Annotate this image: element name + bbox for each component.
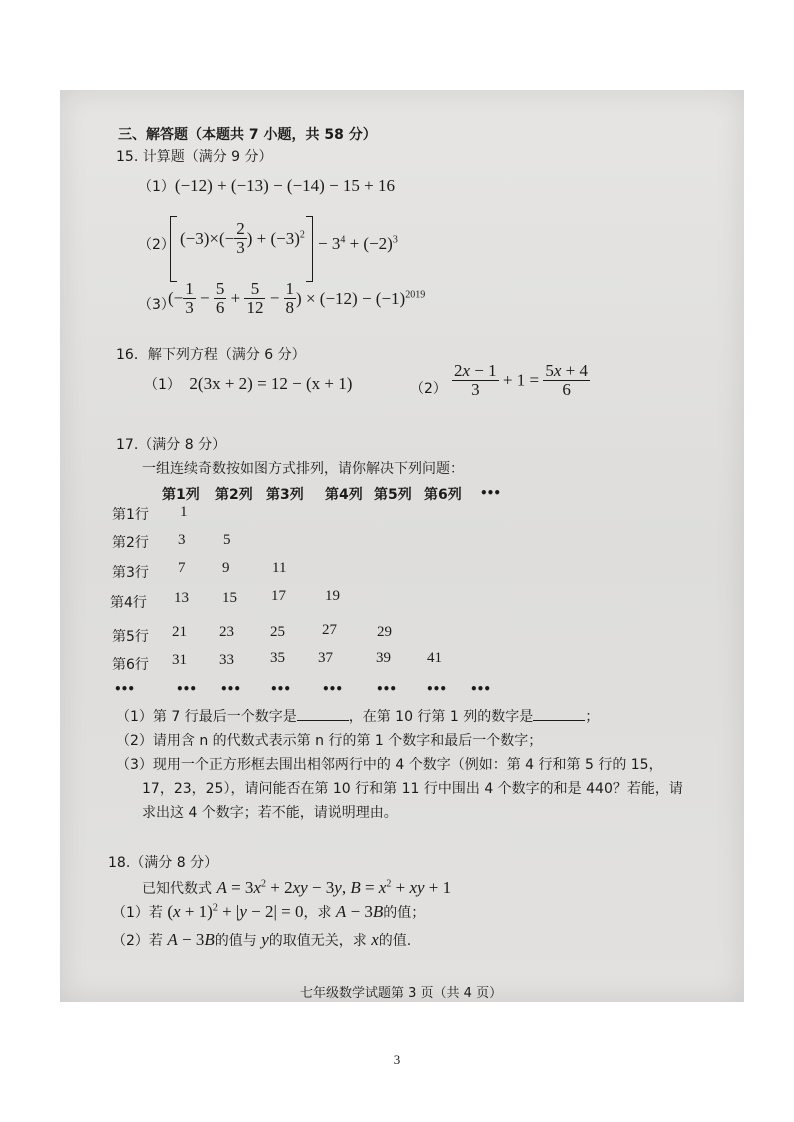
cell: 31	[172, 652, 187, 668]
ellipsis: •••	[470, 682, 491, 696]
q15-part2-tail: − $3^4 + (-2)^3$	[318, 234, 398, 253]
cell: 1	[180, 504, 188, 520]
ellipsis: •••	[376, 682, 397, 696]
q18-part1: （1）若 $(x + 1)^2 + |y - 2| = 0$，求 A − 3B的值；	[112, 902, 426, 921]
q17-sub3-line3: 求出这 4 个数字；若不能，请说明理由。	[142, 805, 398, 821]
right-bracket	[306, 216, 313, 282]
row-label-5: 第5行	[112, 629, 149, 645]
row-label-2: 第2行	[112, 535, 149, 551]
q18-part2: （2）若 A − 3B的值与 y的取值无关，求 x的值.	[112, 930, 412, 949]
q18-given: 已知代数式 $A = 3x^2 + 2xy - 3y$, $B = x^2$ + xy + 1	[142, 878, 452, 897]
cell: 15	[222, 590, 237, 606]
col-header-5: 第5列	[374, 487, 412, 503]
q16-p1-expr: 2(3x + 2) = 12 − (x + 1)	[189, 374, 353, 393]
col-header-3: 第3列	[266, 487, 304, 503]
cell: 3	[178, 532, 186, 548]
col-header-6: 第6列	[424, 487, 462, 503]
q16-part2-expr: $\frac{2x - 1}{3}$ + 1 = $\frac{5x + 4}{6}$	[454, 361, 588, 399]
q15-p1-label: （1）	[138, 179, 175, 195]
cell: 21	[172, 624, 187, 640]
q16-p1-label: （1）	[144, 377, 181, 393]
page-footer: 七年级数学试题第 3 页（共 4 页）	[300, 986, 503, 1001]
q15-p2-label: （2）	[138, 237, 175, 253]
row-label-3: 第3行	[112, 565, 149, 581]
q17-sub1: （1）第 7 行最后一个数字是 ，在第 10 行第 1 列的数字是 ；	[116, 709, 600, 725]
q15-part3-expr: (− $\frac{1}{3}$ − $\frac{5}{6}$ + $\frac{5}{12}$ − $\frac{1}{8}$ ) × $(-12) - (-1)^{2019}$	[168, 279, 426, 317]
q15-title: 15. 计算题（满分 9 分）	[116, 149, 273, 165]
cell: 41	[427, 650, 442, 666]
ellipsis: •••	[176, 682, 197, 696]
q15-p1-expr: (−12) + (−13) − (−14) − 15 + 16	[174, 176, 396, 195]
q15-part1	[138, 176, 395, 196]
q15-p3-label: （3）	[138, 297, 175, 313]
row-label-1: 第1行	[112, 507, 149, 523]
cell: 5	[223, 532, 231, 548]
cell: 19	[325, 588, 340, 604]
ellipsis: •••	[270, 682, 291, 696]
cell: 17	[271, 588, 286, 604]
ellipsis: •••	[426, 682, 447, 696]
answer-blank	[533, 708, 585, 721]
q16-p2-label: （2）	[410, 381, 447, 397]
q18-expressions: $A = 3x^2 + 2xy - 3y$, $B = x^2$ + xy + 1	[216, 878, 452, 897]
cell: 11	[272, 560, 287, 576]
cell: 27	[322, 622, 337, 638]
col-header-2: 第2列	[215, 487, 253, 503]
ellipsis: •••	[322, 682, 343, 696]
cell: 7	[178, 560, 186, 576]
cell: 33	[219, 652, 234, 668]
q17-sub3-line1: （3）现用一个正方形框去围出相邻两行中的 4 个数字（例如：第 4 行和第 5 行的 15，	[116, 757, 663, 773]
ellipsis: •••	[220, 682, 241, 696]
q17-sub3-line2: 17，23，25），请问能否在第 10 行和第 11 行中围出 4 个数字的和是 440？若能，请	[142, 781, 683, 797]
q18-title: 18.（满分 8 分）	[108, 855, 219, 871]
col-header-4: 第4列	[325, 487, 363, 503]
q16-part1	[144, 374, 352, 394]
photographed-exam-page	[60, 90, 744, 1002]
cell: 23	[219, 624, 234, 640]
row-label-4: 第4行	[110, 595, 147, 611]
q17-title: 17.（满分 8 分）	[116, 437, 227, 453]
q17-intro: 一组连续奇数按如图方式排列，请你解决下列问题：	[142, 461, 464, 477]
section-title: 三、解答题（本题共 7 小题，共 58 分）	[118, 127, 377, 143]
cell: 35	[270, 650, 285, 666]
cell: 13	[174, 590, 189, 606]
cell: 29	[377, 624, 392, 640]
q15-part2-expr: (−3)×(− $\frac{2}{3}$ ) + $(-3)^2$	[180, 219, 305, 257]
col-header-ellipsis: •••	[480, 486, 501, 500]
cell: 25	[270, 624, 285, 640]
cell: 9	[222, 560, 230, 576]
q16-title: 16．解下列方程（满分 6 分）	[116, 347, 306, 363]
cell: 39	[376, 650, 391, 666]
ellipsis: •••	[114, 682, 135, 696]
q18-p1-condition: $(x + 1)^2 + |y - 2| = 0$	[167, 902, 304, 921]
page-number: 3	[393, 1052, 401, 1067]
col-header-1: 第1列	[162, 487, 200, 503]
cell: 37	[318, 650, 333, 666]
q17-sub2: （2）请用含 n 的代数式表示第 n 行的第 1 个数字和最后一个数字；	[116, 733, 543, 749]
answer-blank	[297, 708, 349, 721]
left-bracket	[170, 216, 177, 282]
row-label-6: 第6行	[112, 657, 149, 673]
